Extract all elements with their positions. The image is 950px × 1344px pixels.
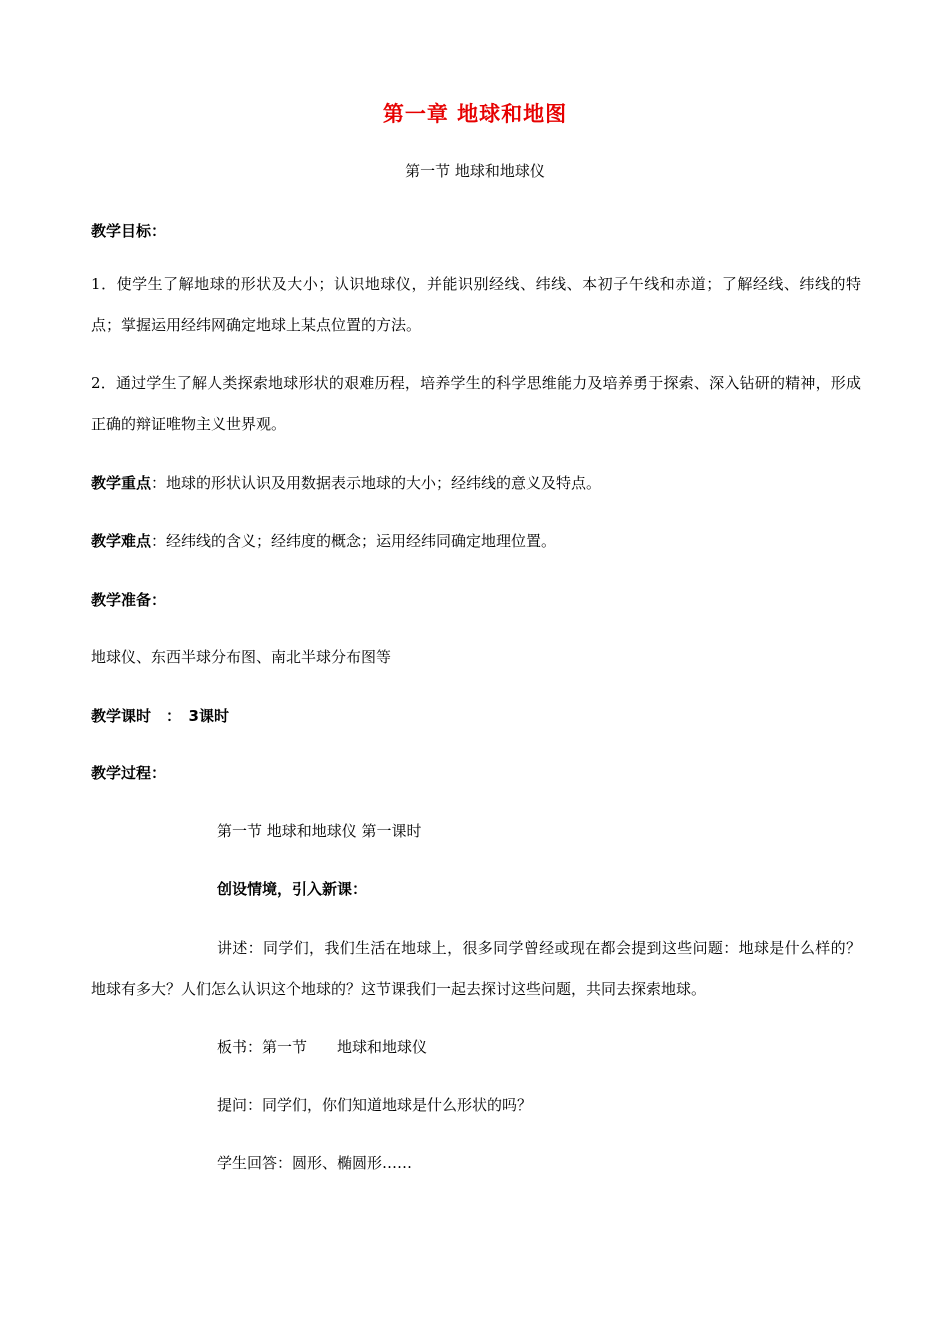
answer-line: 学生回答：圆形、椭圆形…… — [217, 1154, 413, 1172]
difficulties-label: 教学难点 — [91, 532, 152, 550]
question-line: 提问：同学们，你们知道地球是什么形状的吗？ — [217, 1096, 533, 1114]
section-title: 第一节 地球和地球仪 — [405, 162, 545, 180]
objective-1: 1．使学生了解地球的形状及大小；认识地球仪，并能识别经线、纬线、本初子午线和赤道；了解经线、纬线的特点；掌握运用经纬网确定地球上某点位置的方法。 — [91, 275, 861, 334]
preparation-label: 教学准备： — [91, 591, 167, 609]
intro-heading: 创设情境，引入新课： — [217, 880, 368, 898]
narration-paragraph: 讲述：同学们，我们生活在地球上，很多同学曾经或现在都会提到这些问题：地球是什么样的？地球有多大？人们怎么认识这个地球的？这节课我们一起去探讨这些问题，共同去探索地球。 — [91, 939, 861, 998]
objective-2: 2．通过学生了解人类探索地球形状的艰难历程，培养学生的科学思维能力及培养勇于探索、深入钻研的精神，形成正确的辩证唯物主义世界观。 — [91, 374, 861, 433]
process-label: 教学过程： — [91, 764, 167, 782]
objectives-label: 教学目标： — [91, 222, 167, 240]
lesson-heading: 第一节 地球和地球仪 第一课时 — [217, 822, 422, 840]
chapter-title: 第一章 地球和地图 — [382, 102, 568, 126]
key-points-text: ：地球的形状认识及用数据表示地球的大小；经纬线的意义及特点。 — [151, 474, 602, 492]
difficulties-text: ：经纬线的含义；经纬度的概念；运用经纬同确定地理位置。 — [151, 532, 557, 550]
key-points-line — [91, 463, 861, 504]
preparation-text: 地球仪、东西半球分布图、南北半球分布图等 — [91, 648, 392, 666]
blackboard-line: 板书：第一节 地球和地球仪 — [217, 1038, 428, 1056]
difficulties-line — [91, 521, 861, 562]
hours-label: 教学课时 ： 3课时 — [91, 707, 229, 725]
key-points-label: 教学重点 — [91, 474, 152, 492]
